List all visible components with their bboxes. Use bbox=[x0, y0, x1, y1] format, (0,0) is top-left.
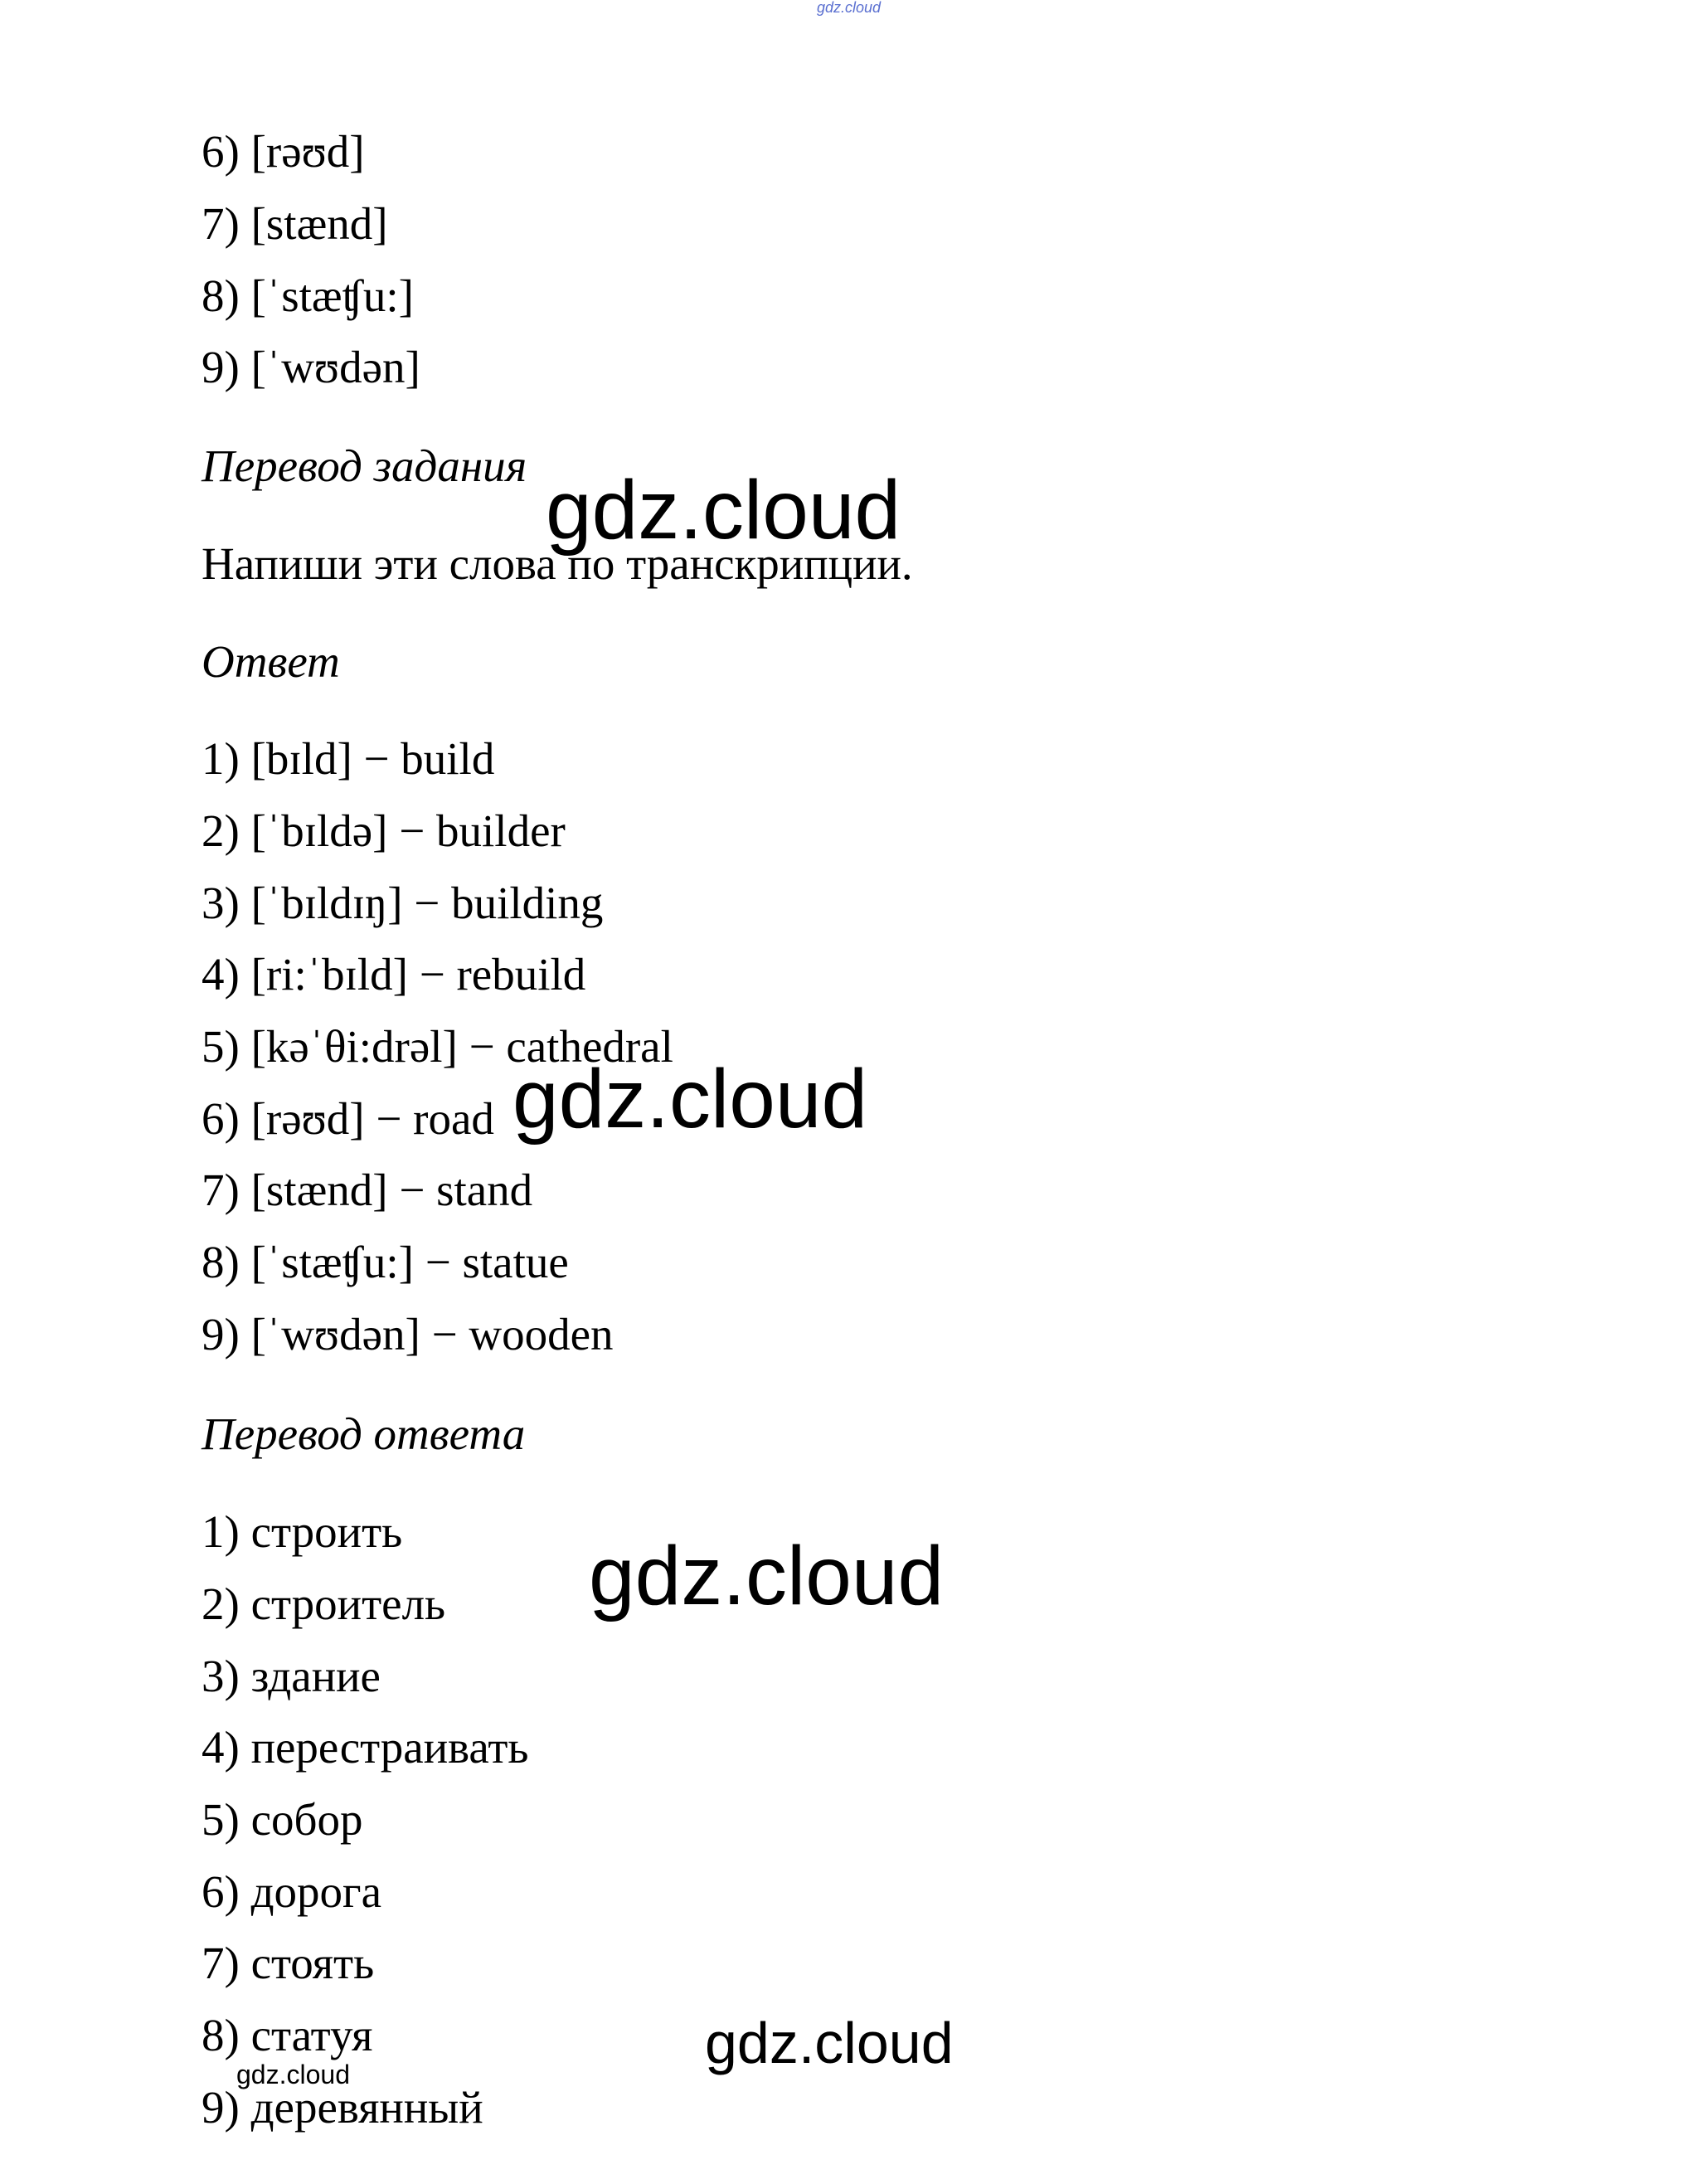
translation-item: 4) перестраивать bbox=[202, 1722, 529, 1773]
watermark: gdz.cloud bbox=[512, 1053, 868, 1146]
translation-item: 6) дорога bbox=[202, 1866, 382, 1917]
watermark-top: gdz.cloud bbox=[817, 0, 882, 16]
translation-item: 8) статуя bbox=[202, 2010, 373, 2060]
task-translation-heading: Перевод задания bbox=[202, 440, 527, 491]
translation-item: 5) собор bbox=[202, 1794, 363, 1845]
answer-item: 5) [kəˈθi:drəl] − cathedral bbox=[202, 1021, 673, 1072]
answer-translation-heading: Перевод ответа bbox=[202, 1408, 526, 1459]
watermark: gdz.cloud bbox=[546, 464, 901, 557]
task-translation-text: Напиши эти слова по транскрипции. bbox=[202, 538, 913, 589]
translation-item: 2) строитель bbox=[202, 1578, 446, 1629]
answer-item: 7) [stænd] − stand bbox=[202, 1165, 533, 1215]
translation-item: 3) здание bbox=[202, 1651, 381, 1701]
answer-heading: Ответ bbox=[202, 636, 340, 687]
translation-item: 1) строить bbox=[202, 1506, 403, 1557]
answer-item: 4) [ri:ˈbɪld] − rebuild bbox=[202, 949, 586, 1000]
translation-item: 7) стоять bbox=[202, 1938, 375, 1988]
transcription-item: 8) [ˈstæʧu:] bbox=[202, 270, 414, 321]
transcription-item: 6) [rəʊd] bbox=[202, 126, 365, 177]
answer-item: 2) [ˈbɪldə] − builder bbox=[202, 805, 566, 856]
answer-item: 8) [ˈstæʧu:] − statue bbox=[202, 1237, 569, 1287]
answer-item: 1) [bɪld] − build bbox=[202, 733, 495, 784]
answer-item: 3) [ˈbɪldɪŋ] − building bbox=[202, 878, 604, 928]
answer-item: 6) [rəʊd] − road bbox=[202, 1093, 494, 1144]
transcription-item: 9) [ˈwʊdən] bbox=[202, 342, 420, 392]
watermark: gdz.cloud bbox=[589, 1530, 945, 1622]
translation-item: 9) деревянный bbox=[202, 2082, 483, 2133]
transcription-item: 7) [stænd] bbox=[202, 198, 388, 249]
answer-item: 9) [ˈwʊdən] − wooden bbox=[202, 1309, 614, 1360]
watermark: gdz.cloud bbox=[705, 2011, 954, 2075]
watermark-small: gdz.cloud bbox=[236, 2060, 350, 2089]
